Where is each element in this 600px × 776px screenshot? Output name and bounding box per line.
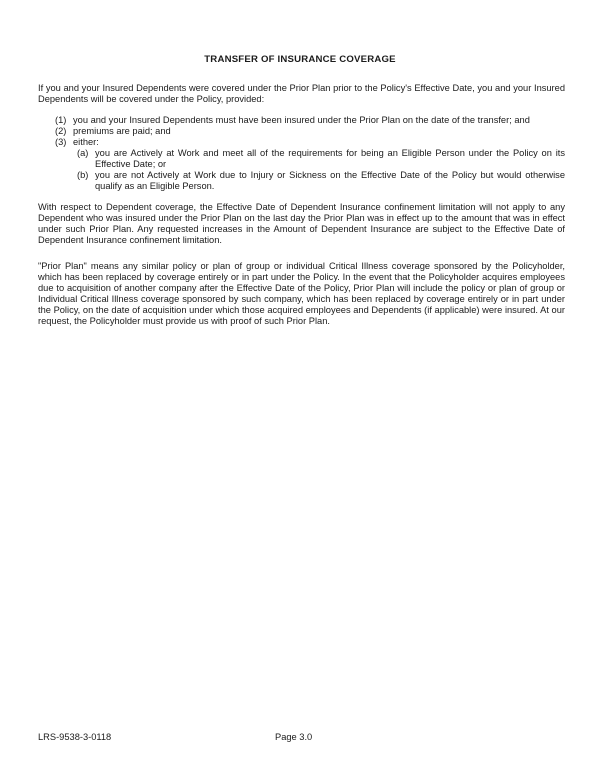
- page-footer: [0, 732, 600, 744]
- sublist-item-b: [77, 170, 565, 192]
- sublist-item-a-text: you are Actively at Work and meet all of the requirements for being an Eligible Person under the Policy on its Effective Date; or: [95, 148, 565, 169]
- list-item-2-marker: (2): [55, 126, 67, 136]
- sublist-item-a-marker: (a): [77, 148, 89, 158]
- list-item-1-marker: (1): [55, 115, 67, 125]
- dependent-coverage-paragraph: With respect to Dependent coverage, the Effective Date of Dependent Insurance confinement limitation will not apply to any Dependent who was insured under the Prior Plan on the last day the Prior Plan was in effect up to the amount that was in effect under such Prior Plan. Any requested increases in the Amount of Dependent Insurance are subject to the Effective Date of Dependent Insurance confinement limitation.: [38, 202, 565, 245]
- page-title: TRANSFER OF INSURANCE COVERAGE: [204, 54, 396, 65]
- conditions-list: [38, 115, 565, 192]
- intro-paragraph: If you and your Insured Dependents were covered under the Prior Plan prior to the Policy's Effective Date, you and your Insured Dependents will be covered under the Policy, provided:: [38, 83, 565, 104]
- list-item-1: [55, 115, 565, 126]
- list-item-2-text: premiums are paid; and: [73, 126, 171, 136]
- sublist-item-b-text: you are not Actively at Work due to Injury or Sickness on the Effective Date of the Policy but would otherwise qualify as an Eligible Person.: [95, 170, 565, 191]
- document-body: [38, 83, 565, 327]
- document-code: LRS-9538-3-0118: [38, 732, 112, 742]
- list-item-3-marker: (3): [55, 137, 67, 147]
- page-number: Page 3.0: [275, 732, 313, 742]
- list-item-1-text: you and your Insured Dependents must have been insured under the Prior Plan on the date of the transfer; and: [73, 115, 530, 125]
- list-item-3-text: either:: [73, 137, 99, 147]
- list-item-2: [55, 126, 565, 137]
- sublist-item-a: [77, 148, 565, 170]
- prior-plan-definition-paragraph: "Prior Plan" means any similar policy or plan of group or individual Critical Illness coverage sponsored by the Policyholder, which has been replaced by coverage entirely or in part under the Policy. In the event that the Policyholder acquires employees due to acquisition of another company after the Effective Date of the Policy, Prior Plan will include the policy or plan of group or Individual Critical Illness coverage sponsored by such company, which has been replaced by coverage entirely or in part under the Policy, on the date of acquisition under which those acquired employees and Dependents (if applicable) were insured. At our request, the Policyholder must provide us with proof of such Prior Plan.: [38, 261, 565, 326]
- conditions-sublist: [55, 148, 565, 192]
- list-item-3: [55, 137, 565, 148]
- sublist-item-b-marker: (b): [77, 170, 89, 180]
